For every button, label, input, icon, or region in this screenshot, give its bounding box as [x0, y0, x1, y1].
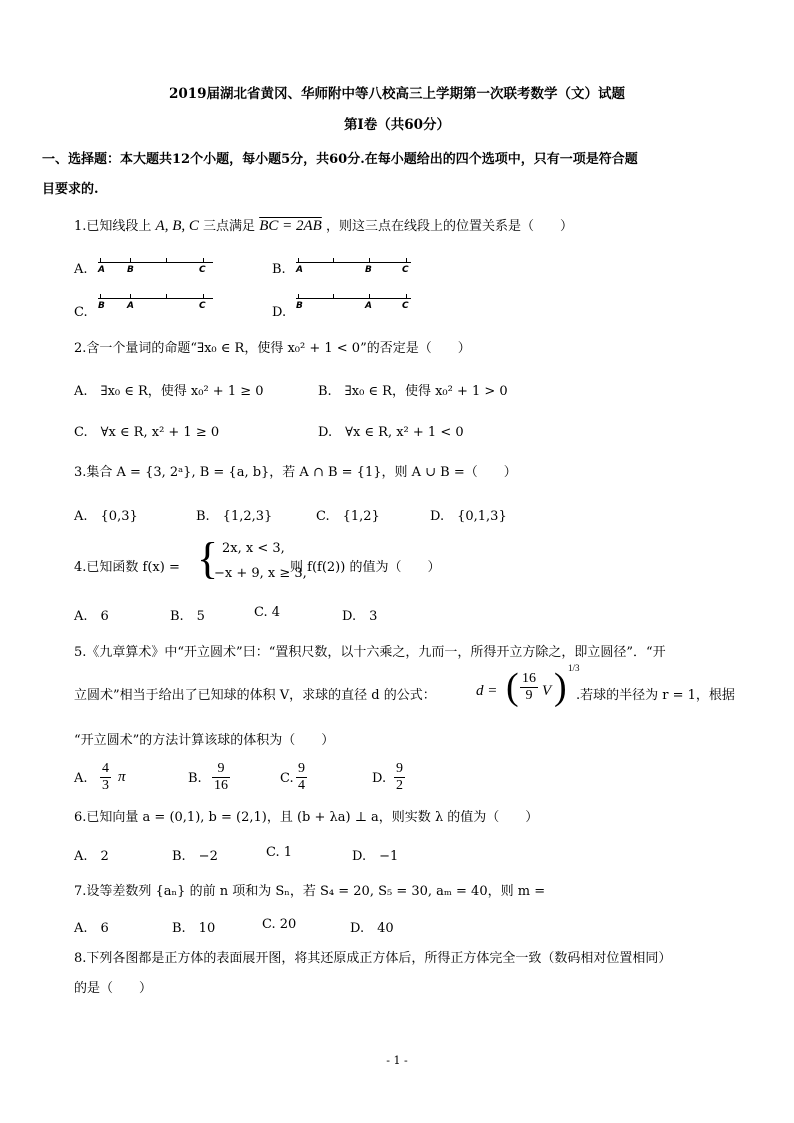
q4-option-b: B. 5 [170, 609, 205, 624]
q1-d-point-3: C [402, 301, 409, 311]
q2-option-d: D. ∀x ∈ R, x² + 1 < 0 [318, 425, 464, 440]
q1-prefix: 1.已知线段上 [74, 219, 152, 234]
q5-line-3: “开立圆术”的方法计算该球的体积为（ ） [74, 733, 335, 748]
q5-c-label: C. [280, 771, 294, 786]
q5-a-den: 3 [102, 778, 109, 793]
q1-b-point-3: C [402, 265, 409, 275]
q8-line-1: 8.下列各图都是正方体的表面展开图，将其还原成正方体后，所得正方体完全一致（数码相对位置相同） [74, 951, 672, 966]
q1-a-point-3: C [199, 265, 206, 275]
q3-option-c: C. {1,2} [316, 509, 380, 524]
question-7-stem: 7.设等差数列 {aₙ} 的前 n 项和为 Sₙ，若 S₄ = 20, S₅ = 30, aₘ = 40，则 m = [74, 884, 546, 899]
q5-b-label: B. [188, 771, 202, 786]
exam-subtitle: 第Ⅰ卷（共60分） [343, 117, 451, 133]
q1-suffix: ，则这三点在线段上的位置关系是（ ） [325, 219, 573, 234]
q4-suffix: 则 f(f(2)) 的值为（ ） [290, 560, 441, 575]
q5-b-num: 9 [212, 761, 230, 778]
q5-frac-den: 9 [525, 688, 533, 703]
q1-option-d-label: D. [272, 305, 287, 320]
q1-option-b-segment [296, 256, 411, 278]
q5-formula-v: V [542, 683, 552, 699]
q5-d-label: D. [372, 771, 387, 786]
q3-option-b: B. {1,2,3} [196, 509, 273, 524]
q4-brace: { [197, 534, 219, 583]
q1-option-a-label: A. [74, 262, 88, 277]
q1-c-point-2: A [127, 301, 134, 311]
q1-option-c-segment [98, 292, 213, 314]
q5-a-num: 4 [102, 761, 109, 776]
q5-fraction [520, 671, 538, 704]
q1-c-point-1: B [98, 301, 105, 311]
q4-option-d: D. 3 [342, 609, 378, 624]
q4-case-2: −x + 9, x ≥ 3, [214, 566, 307, 581]
q1-c-point-3: C [199, 301, 206, 311]
question-6-stem: 6.已知向量 a = (0,1), b = (2,1)，且 (b + λa) ⊥ a，则实数 λ 的值为（ ） [74, 810, 539, 825]
q1-equation: BC = 2AB [259, 218, 322, 234]
q6-option-d: D. −1 [352, 849, 399, 864]
q5-a-label: A. [74, 771, 88, 786]
q3-option-d: D. {0,1,3} [430, 509, 507, 524]
question-2-stem: 2.含一个量词的命题“∃x₀ ∈ R，使得 x₀² + 1 < 0”的否定是（ ） [74, 341, 471, 356]
q1-option-a-segment [98, 256, 213, 278]
q1-option-c-label: C. [74, 305, 88, 320]
q5-b-den: 16 [214, 778, 228, 793]
q5-left-paren: ( [506, 666, 519, 708]
q5-c-den: 4 [298, 778, 305, 793]
q5-b-fraction [212, 761, 230, 794]
q1-d-point-1: B [296, 301, 303, 311]
q6-option-a: A. 2 [74, 849, 109, 864]
page-number: - 1 - [386, 1054, 408, 1067]
q1-vars: A, B, C [155, 218, 199, 234]
q5-d-fraction [394, 761, 405, 794]
q7-option-c: C. 20 [262, 917, 297, 932]
q1-a-point-2: B [127, 265, 134, 275]
q6-option-b: B. −2 [172, 849, 218, 864]
q4-option-a: A. 6 [74, 609, 109, 624]
q5-exponent: 1/3 [568, 663, 580, 673]
q5-frac-num: 16 [522, 671, 536, 686]
q5-c-fraction [296, 761, 307, 794]
q2-option-c: C. ∀x ∈ R, x² + 1 ≥ 0 [74, 425, 220, 440]
q1-mid: 三点满足 [203, 219, 256, 234]
q5-right-paren: ) [554, 666, 567, 708]
q8-line-2: 的是（ ） [74, 981, 153, 996]
section-heading-line1: 一、选择题：本大题共12个小题，每小题5分，共60分.在每小题给出的四个选项中，只有一项是符合题 [42, 152, 638, 167]
q1-option-b-label: B. [272, 262, 286, 277]
q5-d-num: 9 [396, 761, 403, 776]
q5-c-num: 9 [298, 761, 305, 776]
q5-formula-d: d = [476, 683, 498, 699]
q7-option-d: D. 40 [350, 921, 394, 936]
q5-line-2b: .若球的半径为 r = 1，根据 [576, 688, 735, 703]
q1-d-point-2: A [365, 301, 372, 311]
q7-option-a: A. 6 [74, 921, 109, 936]
q1-option-d-segment [296, 292, 411, 314]
q2-option-a: A. ∃x₀ ∈ R，使得 x₀² + 1 ≥ 0 [74, 384, 264, 399]
q4-option-c: C. 4 [254, 605, 281, 620]
question-1-stem [74, 215, 573, 235]
q1-b-point-1: A [296, 265, 303, 275]
q7-option-b: B. 10 [172, 921, 216, 936]
q4-case-1: 2x, x < 3, [222, 541, 285, 556]
q1-b-point-2: B [365, 265, 372, 275]
q5-a-pi: π [118, 769, 126, 785]
q2-option-b: B. ∃x₀ ∈ R，使得 x₀² + 1 > 0 [318, 384, 508, 399]
q4-prefix: 4.已知函数 f(x) = [74, 560, 180, 575]
q5-d-den: 2 [396, 778, 403, 793]
exam-title: 2019届湖北省黄冈、华师附中等八校高三上学期第一次联考数学（文）试题 [168, 86, 626, 102]
q5-line-1: 5.《九章算术》中“开立圆术”曰：“置积尺数，以十六乘之，九而一，所得开立方除之，即立圆径”．“开 [74, 645, 666, 660]
q5-line-2a: 立圆术”相当于给出了已知球的体积 V，求球的直径 d 的公式： [74, 688, 436, 703]
section-heading-line2: 目要求的. [42, 182, 99, 197]
q3-option-a: A. {0,3} [74, 509, 138, 524]
q5-a-fraction [100, 761, 111, 794]
q6-option-c: C. 1 [266, 845, 293, 860]
question-3-stem: 3.集合 A = {3, 2ᵃ}, B = {a, b}，若 A ∩ B = {1}，则 A ∪ B =（ ） [74, 465, 517, 480]
q1-a-point-1: A [98, 265, 105, 275]
